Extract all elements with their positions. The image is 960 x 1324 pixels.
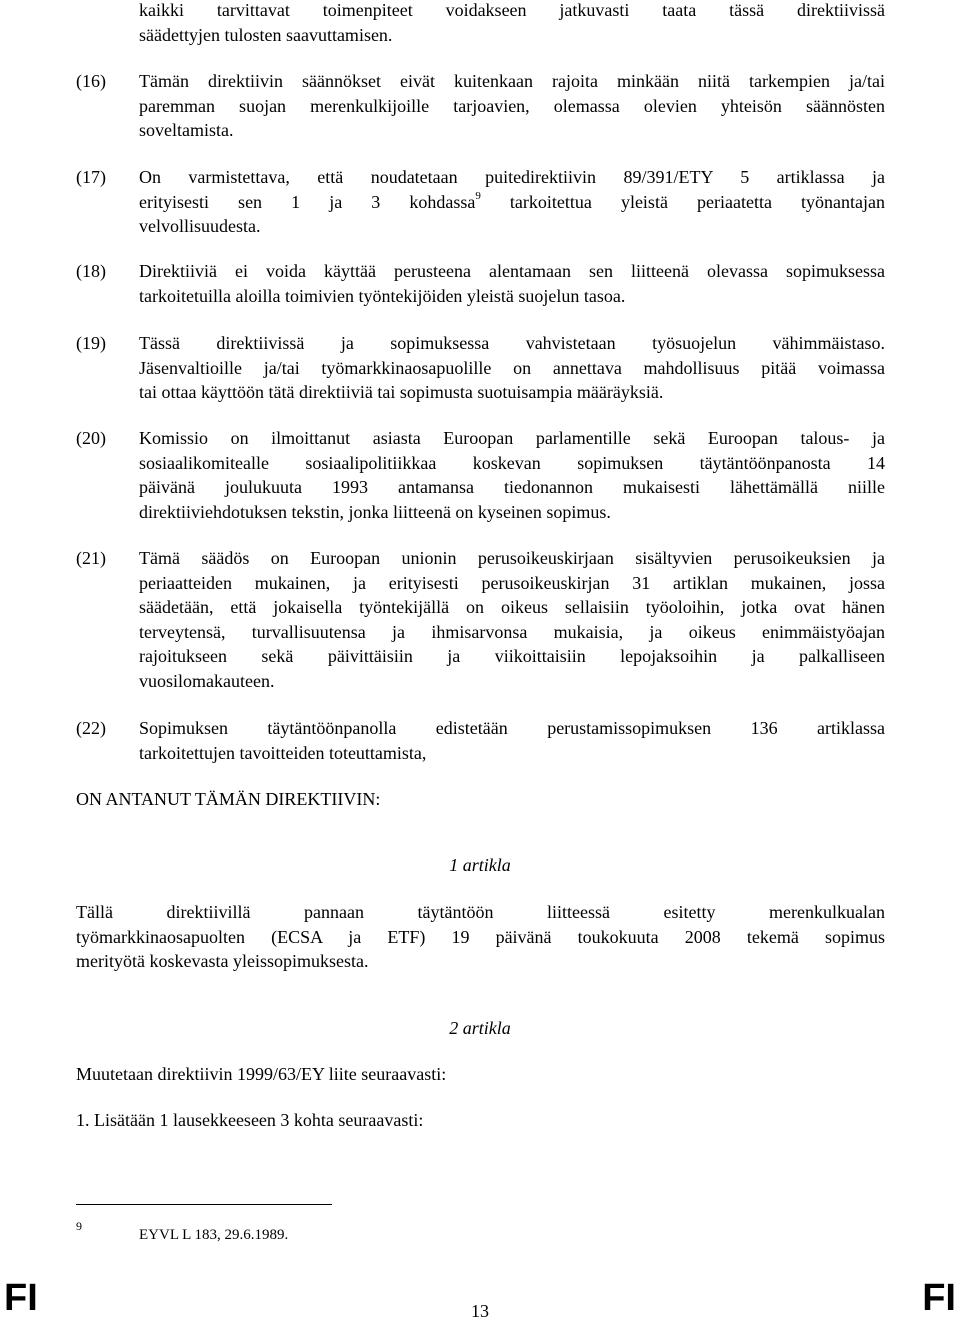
article-2-item-1: 1. Lisätään 1 lausekkeeseen 3 kohta seuraavasti: (76, 1110, 424, 1130)
page-number: 13 (471, 1301, 489, 1321)
recital-22 (139, 716, 885, 765)
text-line: merityötä koskevasta yleissopimuksesta. (76, 951, 369, 971)
recital-number: (16) (76, 71, 106, 91)
enacting-formula: ON ANTANUT TÄMÄN DIREKTIIVIN: (76, 789, 381, 809)
recital-number: (18) (76, 261, 106, 281)
text-line: säädettyjen tulosten saavuttamisen. (139, 24, 393, 45)
language-code-left: FI (4, 1277, 38, 1319)
text-line: terveytensä, turvallisuutensa ja ihmisarvonsa mukaisia, ja oikeus enimmäistyöajan (139, 621, 885, 642)
article-1-heading: 1 artikla (449, 855, 511, 875)
recital-20 (139, 426, 885, 524)
text-line: päivänä joulukuuta 1993 antamansa tiedonannon mukaisesti lähettämällä niille (139, 477, 885, 497)
recital-number: (21) (76, 548, 106, 568)
footnote-separator (76, 1204, 332, 1205)
text-line: tai ottaa käyttöön tätä direktiiviä tai sopimusta suotuisampia määräyksiä. (139, 382, 664, 402)
text-line: Tällä direktiivillä pannaan täytäntöön liitteessä esitetty merenkulkualan (76, 902, 885, 922)
text-line: direktiiviehdotuksen tekstin, jonka liitteenä on kyseinen sopimus. (139, 501, 611, 522)
text-line: Sopimuksen täytäntöönpanolla edistetään perustamissopimuksen 136 artiklassa (139, 718, 885, 738)
continued-paragraph (139, 0, 885, 47)
text-segment: erityisesti sen 1 ja 3 kohdassa (139, 191, 476, 212)
recital-17 (139, 165, 885, 239)
footnote-text: EYVL L 183, 29.6.1989. (139, 1227, 289, 1243)
recital-number: (20) (76, 428, 106, 448)
text-line: tarkoitettujen tavoitteiden toteuttamista, (139, 742, 427, 763)
recital-18 (139, 259, 885, 308)
text-line: Direktiiviä ei voida käyttää perusteena alentamaan sen liitteenä olevassa sopimuksessa (139, 261, 885, 281)
text-line: Tämän direktiivin säännökset eivät kuitenkaan rajoita minkään niitä tarkempien ja/tai (139, 71, 885, 91)
text-line: Komissio on ilmoittanut asiasta Euroopan parlamentille sekä Euroopan talous- ja (139, 428, 885, 448)
text-line: työmarkkinaosapuolten (ECSA ja ETF) 19 päivänä toukokuuta 2008 tekemä sopimus (76, 926, 885, 947)
footnote-number: 9 (76, 1219, 82, 1233)
text-line: On varmistettava, että noudatetaan puitedirektiivin 89/391/ETY 5 artiklassa ja (139, 167, 885, 187)
language-code-right: FI (922, 1277, 956, 1319)
text-line: tarkoitetuilla aloilla toimivien työntekijöiden yleistä suojelun tasoa. (139, 285, 626, 306)
text-line: kaikki tarvittavat toimenpiteet voidakseen jatkuvasti taata tässä direktiivissä (139, 0, 885, 20)
text-line: periaatteiden mukainen, ja erityisesti perusoikeuskirjan 31 artiklan mukainen, jossa (139, 572, 885, 593)
text-line: Jäsenvaltioille ja/tai työmarkkinaosapuolille on annettava mahdollisuus pitää voimassa (139, 357, 885, 378)
text-line: sosiaalikomitealle sosiaalipolitiikkaa koskevan sopimuksen täytäntöönpanosta 14 (139, 452, 885, 473)
article-2-intro: Muutetaan direktiivin 1999/63/EY liite seuraavasti: (76, 1064, 447, 1084)
text-line: soveltamista. (139, 120, 234, 140)
recital-19 (139, 331, 885, 405)
recital-number: (17) (76, 167, 106, 187)
recital-number: (19) (76, 333, 106, 353)
text-line-with-footnote (139, 190, 885, 215)
recital-16 (139, 69, 885, 143)
recital-21 (139, 546, 885, 693)
footnote-reference[interactable]: 9 (475, 189, 481, 202)
text-line: säädetään, että jokaisella työntekijällä on oikeus sellaisiin työoloihin, jotka ovat hänen (139, 597, 885, 617)
article-1-body (76, 900, 885, 974)
article-2-heading: 2 artikla (449, 1018, 511, 1038)
text-segment: tarkoitettua yleistä periaatetta työnantajan (509, 191, 885, 212)
text-line: paremman suojan merenkulkijoille tarjoavien, olemassa olevien yhteisön säännösten (139, 95, 885, 116)
text-line: rajoitukseen sekä päivittäisiin ja viikoittaisiin lepojaksoihin ja palkalliseen (139, 646, 885, 666)
recital-number: (22) (76, 718, 106, 738)
text-line: Tämä säädös on Euroopan unionin perusoikeuskirjaan sisältyvien perusoikeuksien ja (139, 548, 885, 568)
text-line: Tässä direktiivissä ja sopimuksessa vahvistetaan työsuojelun vähimmäistaso. (139, 333, 885, 353)
text-line: velvollisuudesta. (139, 216, 261, 236)
text-line: vuosilomakauteen. (139, 670, 275, 691)
